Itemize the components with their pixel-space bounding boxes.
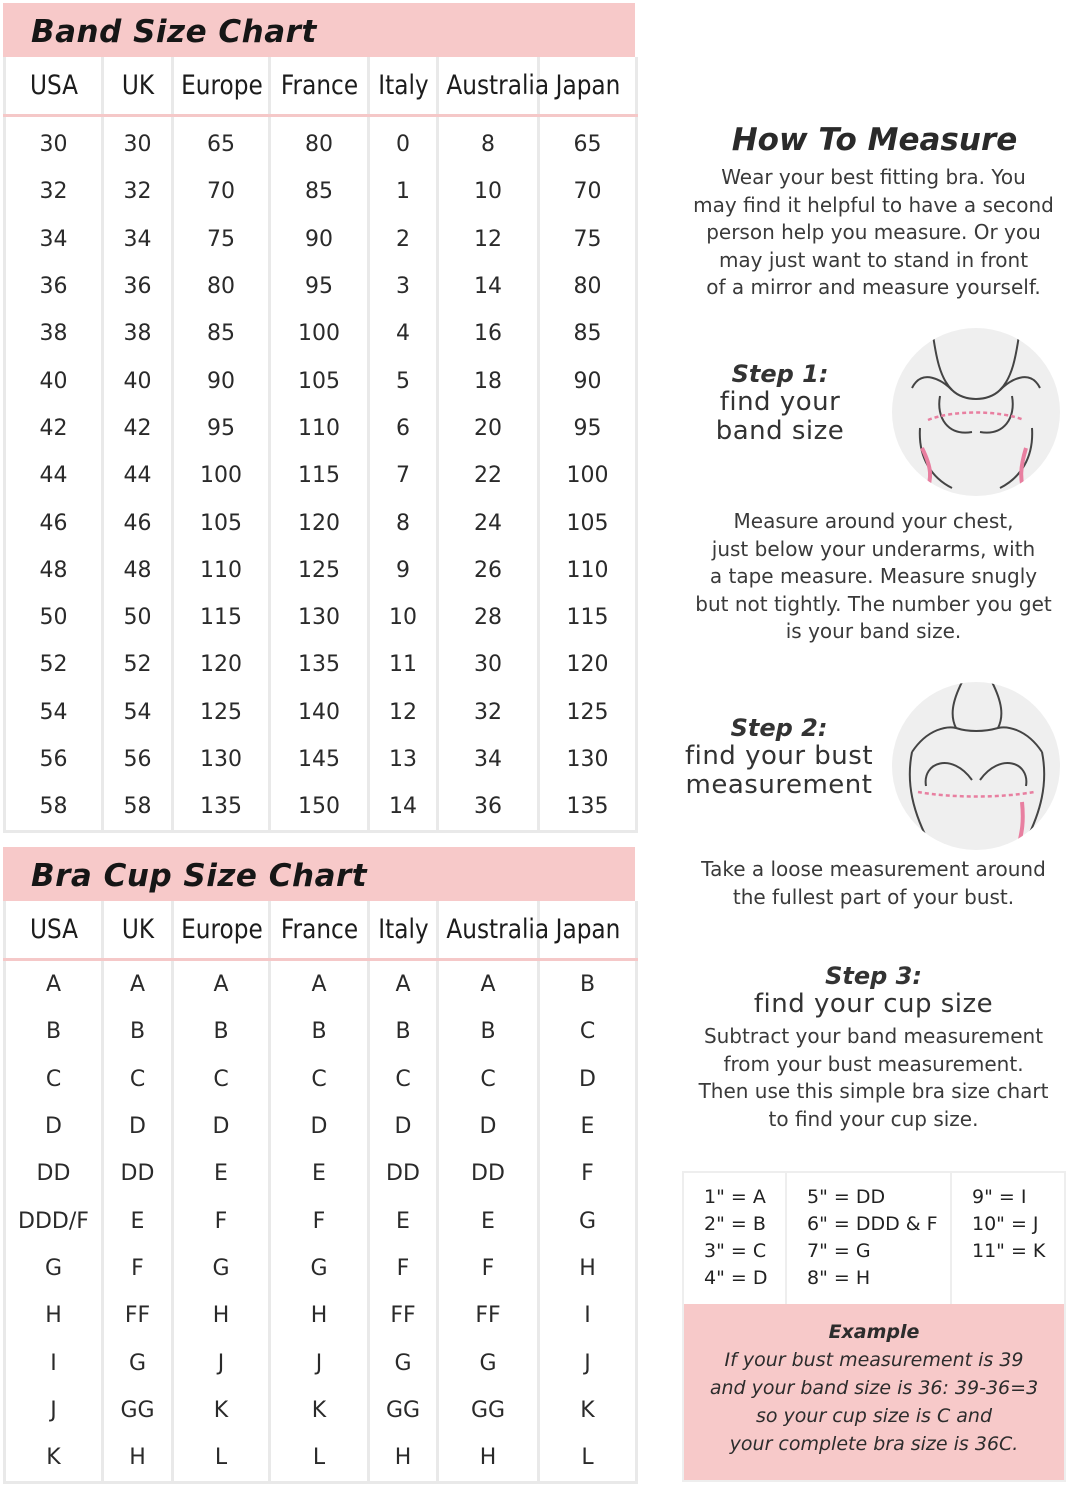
table-cell: 145 [270, 736, 369, 783]
band-table-body [5, 116, 637, 832]
how-to-intro [676, 164, 1071, 302]
step3-desc-line: Then use this simple bra size chart [698, 1079, 1049, 1103]
how-to-measure-title: How To Measure [731, 122, 1018, 158]
table-cell: 120 [539, 641, 637, 688]
table-cell: 26 [438, 547, 539, 594]
table-cell: 48 [5, 547, 103, 594]
table-cell: 14 [438, 263, 539, 310]
table-cell: 9 [369, 547, 438, 594]
table-cell: 30 [103, 116, 173, 169]
table-row [5, 357, 637, 404]
table-row [5, 1292, 637, 1339]
table-cell: 100 [173, 452, 270, 499]
table-cell: G [5, 1245, 103, 1292]
step2-title-line: find your bust [684, 741, 874, 771]
band-size-table [3, 57, 638, 833]
table-row [5, 547, 637, 594]
step2-desc-line: Take a loose measurement around [701, 857, 1046, 881]
table-row [5, 499, 637, 546]
example-line: If your bust measurement is 39 [724, 1349, 1024, 1371]
table-cell: 48 [103, 547, 173, 594]
step1-desc-line: just below your underarms, with [711, 536, 1036, 561]
column-header-italy: Italy [373, 57, 432, 116]
conversion-column-3 [952, 1173, 1064, 1304]
table-cell: L [539, 1434, 637, 1483]
table-cell: E [539, 1103, 637, 1150]
table-cell: D [103, 1103, 173, 1150]
step2-title-line: measurement [685, 770, 873, 800]
table-cell: K [270, 1387, 369, 1434]
table-cell: A [103, 960, 173, 1009]
column-header-japan: Japan [545, 901, 629, 960]
table-cell: 16 [438, 310, 539, 357]
table-cell: 52 [5, 641, 103, 688]
table-cell: G [539, 1197, 637, 1244]
intro-line: Wear your best fitting bra. You [721, 165, 1026, 189]
step1-description [676, 508, 1071, 646]
table-row [5, 1150, 637, 1197]
table-cell: 50 [5, 594, 103, 641]
bust-measure-illustration [892, 682, 1060, 850]
table-cell: FF [369, 1292, 438, 1339]
table-cell: 135 [270, 641, 369, 688]
table-cell: 3 [369, 263, 438, 310]
table-row [5, 736, 637, 783]
table-cell: 90 [270, 216, 369, 263]
table-cell: E [369, 1197, 438, 1244]
conversion-entry: 6" = DDD & F [807, 1213, 938, 1235]
table-cell: C [369, 1056, 438, 1103]
table-cell: 110 [173, 547, 270, 594]
table-cell: 7 [369, 452, 438, 499]
table-cell: 11 [369, 641, 438, 688]
table-cell: FF [103, 1292, 173, 1339]
table-cell: 105 [270, 357, 369, 404]
conversion-column-1 [684, 1173, 787, 1304]
table-row [5, 1103, 637, 1150]
cup-size-chart [3, 847, 635, 1497]
table-cell: C [173, 1056, 270, 1103]
step1-title-line: find your [719, 387, 841, 417]
column-header-australia: Australia [445, 901, 532, 960]
table-cell: 130 [539, 736, 637, 783]
table-cell: 36 [438, 783, 539, 832]
table-cell: F [438, 1245, 539, 1292]
table-row [5, 1387, 637, 1434]
table-cell: DDD/F [5, 1197, 103, 1244]
table-cell: 6 [369, 405, 438, 452]
column-header-usa: USA [11, 901, 95, 960]
table-cell: 12 [438, 216, 539, 263]
conversion-entry: 11" = K [972, 1240, 1046, 1262]
table-cell: GG [369, 1387, 438, 1434]
table-cell: J [539, 1339, 637, 1386]
table-cell: 24 [438, 499, 539, 546]
table-cell: G [270, 1245, 369, 1292]
table-cell: 46 [103, 499, 173, 546]
table-row [5, 1434, 637, 1483]
table-cell: D [5, 1103, 103, 1150]
column-header-australia: Australia [445, 57, 532, 116]
table-cell: 85 [173, 310, 270, 357]
table-cell: A [270, 960, 369, 1009]
table-row [5, 783, 637, 832]
table-cell: 100 [270, 310, 369, 357]
step2-desc-line: the fullest part of your bust. [732, 884, 1015, 909]
table-cell: DD [103, 1150, 173, 1197]
table-cell: 58 [5, 783, 103, 832]
step1-title-line: band size [715, 416, 845, 446]
table-cell: H [270, 1292, 369, 1339]
band-size-chart [3, 3, 635, 831]
table-cell: H [369, 1434, 438, 1483]
band-measure-illustration [892, 328, 1060, 496]
table-cell: 130 [173, 736, 270, 783]
step1-desc-line: is your band size. [785, 619, 962, 643]
table-cell: 90 [539, 357, 637, 404]
table-cell: 38 [103, 310, 173, 357]
table-cell: H [103, 1434, 173, 1483]
example-line: so your cup size is C and [755, 1405, 993, 1427]
step2-description [676, 856, 1071, 911]
table-cell: 0 [369, 116, 438, 169]
table-cell: 14 [369, 783, 438, 832]
step1-heading [690, 360, 870, 446]
cup-size-table [3, 901, 638, 1484]
table-cell: 42 [103, 405, 173, 452]
table-row [5, 216, 637, 263]
table-cell: E [103, 1197, 173, 1244]
table-cell: 125 [270, 547, 369, 594]
example-line: your complete bra size is 36C. [729, 1433, 1019, 1455]
step3-description [676, 1023, 1071, 1133]
table-cell: 44 [5, 452, 103, 499]
step1-desc-line: but not tightly. The number you get [695, 591, 1052, 616]
example-title: Example [828, 1321, 920, 1343]
table-cell: A [369, 960, 438, 1009]
table-row [5, 594, 637, 641]
step1-desc-line: Measure around your chest, [733, 509, 1014, 533]
table-cell: 56 [103, 736, 173, 783]
table-cell: K [173, 1387, 270, 1434]
table-cell: 85 [539, 310, 637, 357]
table-cell: 115 [270, 452, 369, 499]
table-cell: 70 [173, 168, 270, 215]
table-cell: H [438, 1434, 539, 1483]
table-row [5, 1339, 637, 1386]
example-box [684, 1304, 1064, 1480]
table-cell: 34 [5, 216, 103, 263]
table-cell: 52 [103, 641, 173, 688]
table-cell: 95 [539, 405, 637, 452]
table-row [5, 168, 637, 215]
table-cell: G [173, 1245, 270, 1292]
table-cell: FF [438, 1292, 539, 1339]
table-cell: C [539, 1008, 637, 1055]
table-cell: D [539, 1056, 637, 1103]
column-header-europe: Europe [179, 57, 262, 116]
table-row [5, 310, 637, 357]
table-row [5, 689, 637, 736]
table-cell: 75 [539, 216, 637, 263]
table-cell: 115 [539, 594, 637, 641]
conversion-entry: 5" = DD [807, 1186, 886, 1208]
intro-line: may find it helpful to have a second [693, 192, 1054, 217]
table-cell: 22 [438, 452, 539, 499]
example-line: and your band size is 36: 39-36=3 [709, 1377, 1039, 1399]
table-row [5, 405, 637, 452]
table-cell: C [5, 1056, 103, 1103]
table-cell: C [438, 1056, 539, 1103]
table-cell: 18 [438, 357, 539, 404]
table-cell: 85 [270, 168, 369, 215]
cup-table-body [5, 960, 637, 1483]
table-cell: 58 [103, 783, 173, 832]
table-cell: 56 [5, 736, 103, 783]
conversion-entry: 1" = A [704, 1186, 766, 1208]
step3-desc-line: Subtract your band measurement [703, 1024, 1044, 1048]
table-cell: G [369, 1339, 438, 1386]
table-cell: 65 [173, 116, 270, 169]
table-cell: H [5, 1292, 103, 1339]
table-cell: 1 [369, 168, 438, 215]
table-cell: 28 [438, 594, 539, 641]
table-cell: C [270, 1056, 369, 1103]
step3-title-line: find your cup size [753, 989, 994, 1019]
table-cell: 8 [369, 499, 438, 546]
table-cell: 120 [173, 641, 270, 688]
table-cell: 30 [438, 641, 539, 688]
band-measure-drawing [892, 328, 1060, 496]
step1-desc-line: a tape measure. Measure snugly [709, 564, 1038, 588]
step3-desc-line: from your bust measurement. [723, 1051, 1024, 1076]
cup-header-row [5, 901, 637, 960]
table-cell: 40 [5, 357, 103, 404]
table-cell: K [539, 1387, 637, 1434]
table-cell: A [173, 960, 270, 1009]
table-cell: 10 [438, 168, 539, 215]
table-row [5, 452, 637, 499]
table-cell: I [5, 1339, 103, 1386]
cup-conversion-box [682, 1171, 1066, 1482]
table-cell: F [270, 1197, 369, 1244]
table-cell: G [438, 1339, 539, 1386]
table-cell: L [173, 1434, 270, 1483]
table-cell: 20 [438, 405, 539, 452]
conversion-entry: 2" = B [704, 1213, 766, 1235]
column-header-france: France [276, 901, 361, 960]
table-cell: 32 [438, 689, 539, 736]
column-header-japan: Japan [545, 57, 629, 116]
table-cell: E [173, 1150, 270, 1197]
conversion-entry: 10" = J [972, 1213, 1039, 1235]
table-cell: 75 [173, 216, 270, 263]
table-cell: F [369, 1245, 438, 1292]
step3-heading [676, 962, 1071, 1019]
table-cell: 125 [173, 689, 270, 736]
column-header-usa: USA [11, 57, 95, 116]
conversion-entry: 4" = D [704, 1267, 768, 1289]
table-cell: A [438, 960, 539, 1009]
table-cell: 4 [369, 310, 438, 357]
table-cell: 46 [5, 499, 103, 546]
table-cell: 54 [103, 689, 173, 736]
table-cell: 135 [173, 783, 270, 832]
conversion-entry: 7" = G [807, 1240, 871, 1262]
table-cell: DD [369, 1150, 438, 1197]
table-cell: 44 [103, 452, 173, 499]
step3-label: Step 3: [825, 962, 922, 990]
table-cell: J [270, 1339, 369, 1386]
table-cell: H [539, 1245, 637, 1292]
step2-label: Step 2: [730, 714, 828, 742]
table-cell: J [173, 1339, 270, 1386]
table-cell: B [103, 1008, 173, 1055]
table-cell: F [173, 1197, 270, 1244]
table-cell: 80 [539, 263, 637, 310]
table-cell: 130 [270, 594, 369, 641]
table-cell: L [270, 1434, 369, 1483]
conversion-columns [684, 1173, 1064, 1306]
table-cell: B [173, 1008, 270, 1055]
table-row [5, 116, 637, 169]
table-cell: DD [5, 1150, 103, 1197]
table-cell: D [438, 1103, 539, 1150]
column-header-italy: Italy [373, 901, 432, 960]
bust-measure-drawing [892, 682, 1060, 850]
table-cell: 5 [369, 357, 438, 404]
table-cell: E [438, 1197, 539, 1244]
table-cell: 54 [5, 689, 103, 736]
table-cell: 110 [270, 405, 369, 452]
table-cell: B [270, 1008, 369, 1055]
table-cell: 30 [5, 116, 103, 169]
conversion-entry: 9" = I [972, 1186, 1027, 1208]
table-cell: 32 [5, 168, 103, 215]
cup-chart-title: Bra Cup Size Chart [3, 847, 635, 901]
band-chart-title: Band Size Chart [3, 3, 635, 57]
table-cell: H [173, 1292, 270, 1339]
table-cell: GG [438, 1387, 539, 1434]
table-cell: B [539, 960, 637, 1009]
table-row [5, 960, 637, 1009]
intro-line: person help you measure. Or you [706, 220, 1041, 244]
table-cell: 80 [270, 116, 369, 169]
table-cell: 135 [539, 783, 637, 832]
table-cell: 140 [270, 689, 369, 736]
conversion-entry: 8" = H [807, 1267, 871, 1289]
table-cell: 150 [270, 783, 369, 832]
table-cell: 50 [103, 594, 173, 641]
table-cell: J [5, 1387, 103, 1434]
step1-label: Step 1: [731, 360, 829, 388]
table-cell: 90 [173, 357, 270, 404]
table-cell: D [173, 1103, 270, 1150]
table-cell: E [270, 1150, 369, 1197]
intro-line: may just want to stand in front [718, 247, 1029, 272]
table-cell: 34 [438, 736, 539, 783]
table-cell: DD [438, 1150, 539, 1197]
column-header-uk: UK [107, 901, 167, 960]
table-cell: A [5, 960, 103, 1009]
table-row [5, 1245, 637, 1292]
conversion-column-2 [787, 1173, 952, 1304]
table-cell: 115 [173, 594, 270, 641]
table-cell: 70 [539, 168, 637, 215]
table-cell: 36 [5, 263, 103, 310]
table-cell: D [270, 1103, 369, 1150]
intro-line: of a mirror and measure yourself. [706, 275, 1041, 299]
column-header-uk: UK [107, 57, 167, 116]
table-row [5, 641, 637, 688]
table-cell: 36 [103, 263, 173, 310]
table-cell: K [5, 1434, 103, 1483]
table-cell: F [539, 1150, 637, 1197]
table-cell: 80 [173, 263, 270, 310]
table-cell: 105 [539, 499, 637, 546]
table-cell: 2 [369, 216, 438, 263]
table-cell: I [539, 1292, 637, 1339]
table-row [5, 1056, 637, 1103]
table-cell: 95 [270, 263, 369, 310]
table-cell: 65 [539, 116, 637, 169]
step3-desc-line: to find your cup size. [768, 1106, 979, 1131]
table-cell: 38 [5, 310, 103, 357]
table-cell: 105 [173, 499, 270, 546]
table-cell: D [369, 1103, 438, 1150]
table-cell: 8 [438, 116, 539, 169]
column-header-europe: Europe [179, 901, 262, 960]
table-cell: GG [103, 1387, 173, 1434]
table-row [5, 1008, 637, 1055]
table-cell: C [103, 1056, 173, 1103]
table-cell: 100 [539, 452, 637, 499]
table-cell: F [103, 1245, 173, 1292]
table-cell: B [438, 1008, 539, 1055]
table-cell: 10 [369, 594, 438, 641]
conversion-entry: 3" = C [704, 1240, 767, 1262]
table-cell: 12 [369, 689, 438, 736]
table-cell: 40 [103, 357, 173, 404]
table-cell: B [369, 1008, 438, 1055]
table-cell: G [103, 1339, 173, 1386]
table-cell: 95 [173, 405, 270, 452]
table-cell: 120 [270, 499, 369, 546]
table-row [5, 1197, 637, 1244]
table-cell: 13 [369, 736, 438, 783]
table-cell: 34 [103, 216, 173, 263]
table-row [5, 263, 637, 310]
step2-heading [676, 714, 882, 800]
table-cell: 32 [103, 168, 173, 215]
table-cell: 125 [539, 689, 637, 736]
table-cell: 42 [5, 405, 103, 452]
band-header-row [5, 57, 637, 116]
table-cell: B [5, 1008, 103, 1055]
table-cell: 110 [539, 547, 637, 594]
column-header-france: France [276, 57, 361, 116]
